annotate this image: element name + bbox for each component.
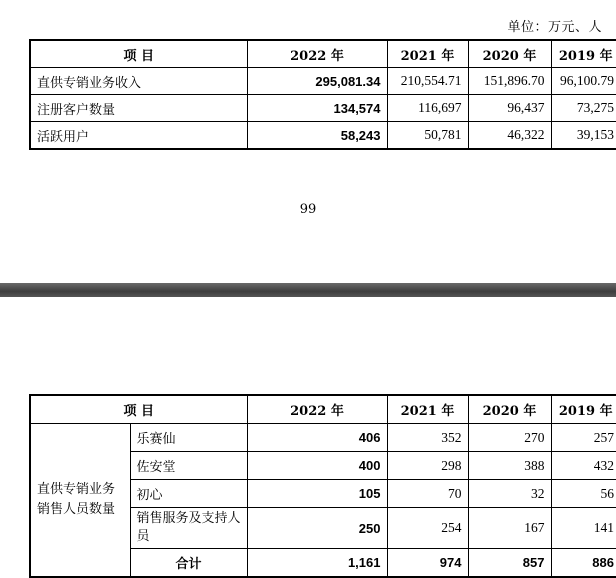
cell-2019: 432	[551, 452, 616, 480]
header-2022: 2022 年	[247, 395, 387, 424]
total-2019: 886	[551, 549, 616, 578]
cell-2020: 32	[468, 480, 551, 508]
row-label: 直供专销业务收入	[30, 68, 247, 95]
cell-2020: 96,437	[468, 95, 551, 122]
total-2022: 1,161	[247, 549, 387, 578]
cell-2021: 254	[387, 508, 468, 549]
cell-2020: 167	[468, 508, 551, 549]
header-item: 项 目	[30, 40, 247, 68]
cell-2022: 250	[247, 508, 387, 549]
cell-2021: 116,697	[387, 95, 468, 122]
cell-2021: 70	[387, 480, 468, 508]
cell-2021: 50,781	[387, 122, 468, 150]
row-label: 初心	[130, 480, 247, 508]
cell-2022: 406	[247, 424, 387, 452]
revenue-customers-table	[29, 39, 616, 150]
cell-2022: 400	[247, 452, 387, 480]
header-2020: 2020 年	[468, 40, 551, 68]
header-2021: 2021 年	[387, 395, 468, 424]
header-2019: 2019 年	[551, 40, 616, 68]
page-number: 99	[299, 202, 317, 217]
row-label: 乐赛仙	[130, 424, 247, 452]
total-label: 合计	[130, 549, 247, 578]
cell-2022: 58,243	[247, 122, 387, 150]
row-label: 佐安堂	[130, 452, 247, 480]
table-row	[30, 68, 616, 95]
cell-2019: 141	[551, 508, 616, 549]
cell-2021: 210,554.71	[387, 68, 468, 95]
total-2020: 857	[468, 549, 551, 578]
total-2021: 974	[387, 549, 468, 578]
cell-2021: 298	[387, 452, 468, 480]
cell-2019: 73,275	[551, 95, 616, 122]
header-item: 项 目	[30, 395, 247, 424]
row-label: 销售服务及支持人员	[130, 508, 247, 549]
table-row	[30, 95, 616, 122]
header-2020: 2020 年	[468, 395, 551, 424]
row-label: 注册客户数量	[30, 95, 247, 122]
group-label: 直供专销业务销售人员数量	[30, 424, 130, 578]
cell-2020: 151,896.70	[468, 68, 551, 95]
cell-2019: 39,153	[551, 122, 616, 150]
unit-note: 单位：万元、人	[507, 20, 602, 35]
table-row	[30, 424, 616, 452]
page-break-divider	[0, 283, 616, 297]
cell-2020: 270	[468, 424, 551, 452]
cell-2021: 352	[387, 424, 468, 452]
header-2019: 2019 年	[551, 395, 616, 424]
cell-2020: 388	[468, 452, 551, 480]
table-header-row	[30, 40, 616, 68]
cell-2022: 134,574	[247, 95, 387, 122]
cell-2022: 105	[247, 480, 387, 508]
sales-staff-table	[29, 394, 616, 578]
table-header-row	[30, 395, 616, 424]
header-2021: 2021 年	[387, 40, 468, 68]
header-2022: 2022 年	[247, 40, 387, 68]
document-page-top	[0, 0, 616, 283]
cell-2019: 257	[551, 424, 616, 452]
cell-2022: 295,081.34	[247, 68, 387, 95]
row-label: 活跃用户	[30, 122, 247, 150]
cell-2019: 96,100.79	[551, 68, 616, 95]
table-row	[30, 122, 616, 150]
cell-2019: 56	[551, 480, 616, 508]
cell-2020: 46,322	[468, 122, 551, 150]
